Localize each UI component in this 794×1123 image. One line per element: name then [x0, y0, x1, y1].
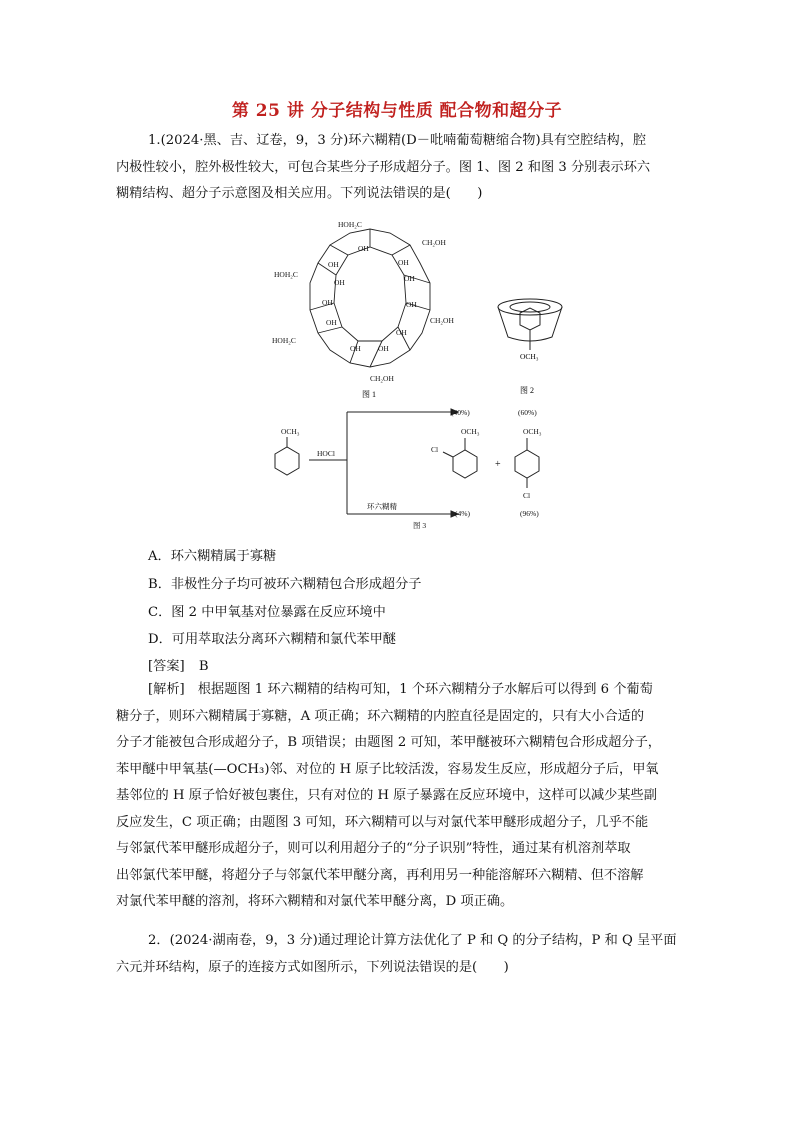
- para-cl: Cl: [523, 491, 531, 500]
- fig1-label: HOH₂C: [338, 220, 362, 229]
- catalyst-label: 环六糊精: [367, 502, 397, 511]
- reactant-label: OCH₃: [281, 427, 300, 436]
- stem-line: 内极性较小，腔外极性较大，可包合某些分子形成超分子。图 1、图 2 和图 3 分别表示环六: [116, 159, 651, 175]
- pct-top-para: (60%): [518, 408, 537, 417]
- fig1-label: OH: [396, 328, 407, 337]
- option-a: A．环六糊精属于寡糖: [148, 549, 277, 564]
- analysis-line: 出邻氯代苯甲醚，将超分子与邻氯代苯甲醚分离，再利用另一种能溶解环六糊精、但不溶解: [116, 867, 644, 883]
- pct-top-ortho: (40%): [451, 408, 470, 417]
- answer-line: [148, 655, 209, 674]
- stem-line: 糊精结构、超分子示意图及相关应用。下列说法错误的是( ): [116, 186, 483, 201]
- option-c: C．图 2 中甲氧基对位暴露在反应环境中: [148, 605, 386, 620]
- fig1-label: CH₂OH: [370, 374, 394, 383]
- option-d: D．可用萃取法分离环六糊精和氯代苯甲醚: [148, 632, 396, 647]
- analysis: [116, 677, 682, 916]
- fig1-label: OH: [350, 344, 361, 353]
- analysis-line: 苯甲醚中甲氧基(—OCH₃)邻、对位的 H 原子比较活泼，容易发生反应，形成超分子后，甲氧: [116, 761, 659, 777]
- fig1-label: OH: [404, 274, 415, 283]
- pct-bot-ortho: (4%): [455, 509, 470, 518]
- fig2-label: OCH₃: [520, 352, 539, 361]
- fig3-caption: 图 3: [413, 521, 427, 530]
- plus-sign: +: [495, 459, 501, 470]
- reagent-label: HOCl: [317, 449, 335, 458]
- page-title: 第 25 讲 分子结构与性质 配合物和超分子: [231, 101, 563, 121]
- fig1-label: OH: [328, 260, 339, 269]
- analysis-line: 基邻位的 H 原子恰好被包裹住，只有对位的 H 原子暴露在反应环境中，这样可以减少某些副: [116, 788, 657, 803]
- fig1-label: HOH₂C: [274, 270, 298, 279]
- para-och3: OCH₃: [523, 427, 542, 436]
- ortho-och3: OCH₃: [461, 427, 480, 436]
- analysis-line: 分子才能被包合形成超分子，B 项错误；由题图 2 可知，苯甲醚被环六糊精包合形成超分子，: [116, 735, 661, 750]
- stem-line: 1.(2024·黑、吉、辽卷，9，3 分)环六糊精(D－吡喃葡萄糖缩合物)具有空腔结构，腔: [148, 133, 647, 148]
- fig1-label: CH₂OH: [430, 316, 454, 325]
- fig1-label: OH: [378, 344, 389, 353]
- analysis-line: 与邻氯代苯甲醚形成超分子，则可以利用超分子的“分子识别”特性，通过某有机溶剂萃取: [116, 841, 631, 856]
- analysis-line: [解析] 根据题图 1 环六糊精的结构可知，1 个环六糊精分子水解后可以得到 6 个葡萄: [148, 682, 653, 697]
- stem-line: 六元并环结构，原子的连接方式如图所示，下列说法错误的是( ): [116, 959, 509, 975]
- analysis-line: 反应发生，C 项正确；由题图 3 可知，环六糊精可以与对氯代苯甲醚形成超分子，几乎不能: [116, 814, 649, 830]
- figure-2-supramolecule: [490, 295, 570, 400]
- fig1-label: OH: [334, 278, 345, 287]
- stem-line: 2．(2024·湖南卷，9，3 分)通过理论计算方法优化了 P 和 Q 的分子结构，P 和 Q 呈平面: [148, 933, 677, 948]
- answer-value: B: [198, 659, 209, 674]
- fig1-label: OH: [358, 244, 369, 253]
- pct-bot-para: (96%): [520, 509, 539, 518]
- answer-label: [答案]: [148, 659, 185, 674]
- fig1-label: HOH₂C: [272, 336, 296, 345]
- fig1-label: OH: [326, 318, 337, 327]
- fig2-caption: 图 2: [520, 386, 534, 395]
- ortho-cl: Cl: [431, 445, 439, 454]
- fig1-label: OH: [322, 298, 333, 307]
- fig1-label: CH₂OH: [422, 238, 446, 247]
- figure-1-cyclodextrin: [270, 215, 470, 400]
- question-2-stem: [116, 928, 682, 981]
- figure-3-reaction: [265, 402, 565, 532]
- fig1-label: OH: [406, 300, 417, 309]
- analysis-line: 对氯代苯甲醚的溶剂，将环六糊精和对氯代苯甲醚分离，D 项正确。: [116, 894, 514, 909]
- fig1-caption: 图 1: [362, 390, 376, 399]
- question-1-stem: [116, 128, 682, 208]
- fig1-label: OH: [398, 258, 409, 267]
- analysis-line: 糖分子，则环六糊精属于寡糖，A 项正确；环六糊精的内腔直径是固定的，只有大小合适的: [116, 708, 645, 724]
- option-b: B．非极性分子均可被环六糊精包合形成超分子: [148, 577, 422, 592]
